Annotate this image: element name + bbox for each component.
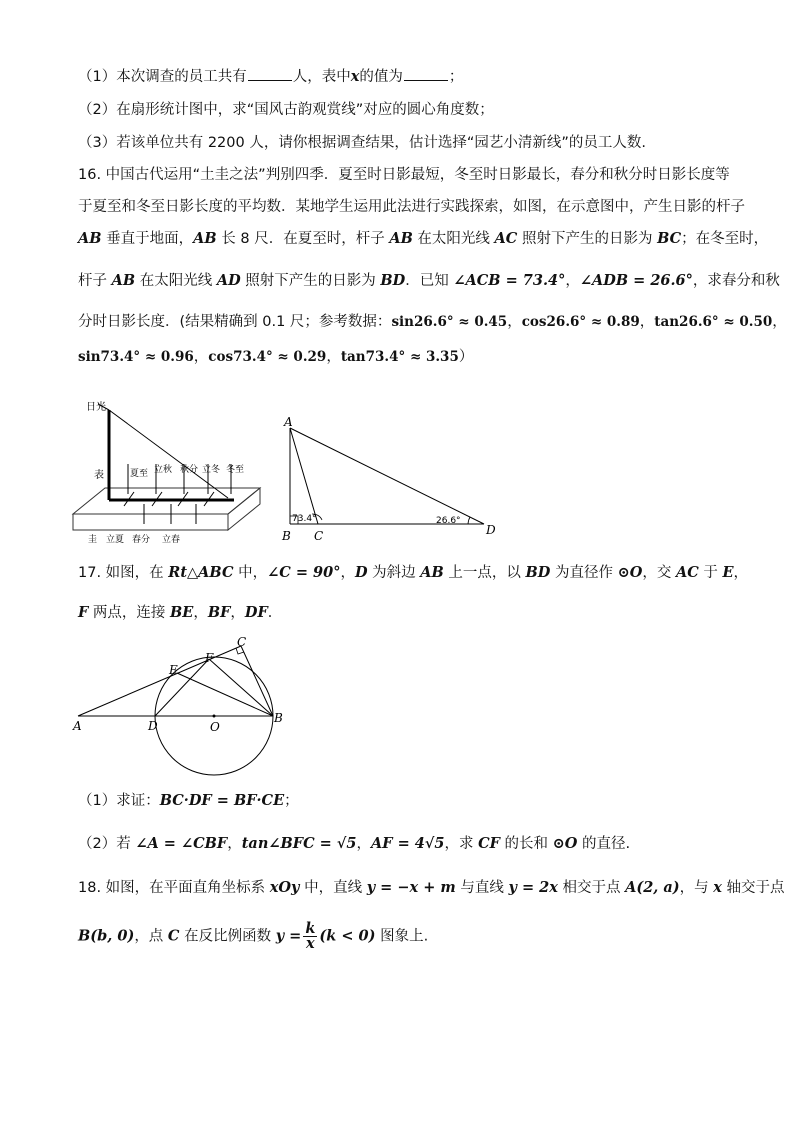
gui-slab-front xyxy=(73,514,228,530)
math-seg: AD xyxy=(216,272,241,289)
center-dot xyxy=(213,715,216,718)
q15-part3: （3）若该单位共有 2200 人，请你根据调查结果，估计选择“园艺小清新线”的员工人数. xyxy=(78,135,646,151)
math: x xyxy=(713,879,722,896)
label-lidong: 立冬 xyxy=(202,465,221,475)
label-dongzhi: 冬至 xyxy=(226,465,245,475)
text: ．已知 xyxy=(405,273,454,289)
math: AF = 4√5 xyxy=(370,835,445,852)
label-qiufen: 秋分 xyxy=(180,465,199,475)
text: ） xyxy=(458,349,474,365)
q15-part1-text: 的值为 xyxy=(359,69,403,85)
math-seg: AB xyxy=(111,272,136,289)
text: （1）求证： xyxy=(78,793,160,809)
text: 图象上. xyxy=(375,928,429,945)
math-var: x xyxy=(350,68,360,85)
math: AC xyxy=(675,564,699,581)
text: 于 xyxy=(698,565,723,581)
math: Rt△ABC xyxy=(168,564,234,581)
math: tan∠BFC = √5 xyxy=(241,835,357,852)
segment-FD xyxy=(155,659,209,716)
point-F: F xyxy=(205,651,214,665)
text: 18. 如图，在平面直角坐标系 xyxy=(78,880,270,896)
segment-EB xyxy=(177,673,273,716)
math: AB xyxy=(420,564,444,581)
segment-AC xyxy=(78,646,241,716)
label-xiazhi: 夏至 xyxy=(130,469,149,479)
vertex-B: B xyxy=(282,529,291,543)
point-B: B xyxy=(274,711,283,725)
text: ，与 xyxy=(679,880,714,896)
text: 在太阳光线 xyxy=(135,273,217,289)
math: y = xyxy=(275,927,302,945)
q15-part1-text: （1）本次调查的员工共有 xyxy=(78,69,247,85)
math: E xyxy=(722,564,734,581)
math-seg: BC xyxy=(657,230,682,247)
text: ，求春分和秋 xyxy=(692,273,780,289)
q15-part2: （2）在扇形统计图中，求“国风古韵观赏线”对应的圆心角度数； xyxy=(78,102,494,118)
math: A(2, a) xyxy=(625,879,680,896)
q17-part2 xyxy=(78,834,630,854)
q16-line4 xyxy=(78,271,780,291)
label-chunfen: 春分 xyxy=(132,535,151,545)
math: BE xyxy=(170,604,194,621)
text: 杆子 xyxy=(78,273,112,289)
segment-AC xyxy=(290,428,318,524)
text: ， xyxy=(772,314,787,330)
point-D: D xyxy=(148,719,158,733)
label-liqiu: 立秋 xyxy=(154,465,173,475)
label-gui: 圭 xyxy=(88,535,98,545)
text: 在反比例函数 xyxy=(179,928,276,945)
denominator: x xyxy=(306,935,315,952)
text: 中，直线 xyxy=(299,880,367,896)
math: xOy xyxy=(269,879,300,896)
ref-data: sin26.6° ≈ 0.45 xyxy=(391,314,508,330)
text: 相交于点 xyxy=(557,880,626,896)
fraction-k-over-x xyxy=(303,922,317,951)
vertex-C: C xyxy=(314,529,324,543)
shadow-triangle-figure xyxy=(278,410,508,545)
text: 在太阳光线 xyxy=(412,231,495,247)
angle-label-C: 73.4° xyxy=(292,514,317,524)
text: 上一点，以 xyxy=(443,565,526,581)
math: ⊙O xyxy=(617,564,643,581)
answer-blank xyxy=(404,66,448,81)
text: ， xyxy=(565,273,580,289)
text: ， xyxy=(193,605,208,621)
text: （2）若 xyxy=(78,836,136,852)
text: 轴交于点 xyxy=(721,880,785,896)
text: ． xyxy=(267,605,283,621)
text: ， xyxy=(507,314,522,330)
math: y = 2x xyxy=(508,879,558,896)
segment-CB xyxy=(241,646,273,716)
vertex-D: D xyxy=(486,523,496,537)
label-sunlight: 日光 xyxy=(86,402,106,413)
math-angle: ∠ACB = 73.4° xyxy=(453,272,566,289)
text: ， xyxy=(356,836,371,852)
sun-ray xyxy=(109,410,228,498)
math: DF xyxy=(244,604,268,621)
segment-FB xyxy=(209,659,273,716)
point-C: C xyxy=(237,635,247,649)
text: ， xyxy=(193,349,209,365)
q16-line6 xyxy=(78,347,473,367)
math: B(b, 0) xyxy=(78,927,135,945)
math: BC·DF = BF·CE xyxy=(159,792,285,809)
q16-line2: 于夏至和冬至日影长度的平均数．某地学生运用此法进行实践探索，如图，在示意图中，产生日影的杆子 xyxy=(78,199,745,215)
q18-line1 xyxy=(78,878,785,898)
label-lichun: 立春 xyxy=(162,535,181,545)
math: C xyxy=(167,927,180,945)
text: ，求 xyxy=(444,836,479,852)
text: 的长和 xyxy=(499,836,553,852)
math: D xyxy=(354,564,368,581)
q17-line2 xyxy=(78,603,282,623)
text: 两点，连接 xyxy=(88,605,171,621)
text: 照射下产生的日影为 xyxy=(240,273,381,289)
text: 的直径. xyxy=(577,836,631,852)
math-seg: AC xyxy=(494,230,518,247)
math: ∠A = ∠CBF xyxy=(135,835,228,852)
text: 为直径作 xyxy=(550,565,618,581)
math: BD xyxy=(525,564,551,581)
circle-figure xyxy=(68,632,298,782)
math: y = −x + m xyxy=(366,879,456,896)
point-E: E xyxy=(169,663,178,677)
q16-line1: 16. 中国古代运用“土圭之法”判别四季．夏至时日影最短，冬至时日影最长，春分和秋分时日影长度等 xyxy=(78,167,730,183)
math-angle: ∠ADB = 26.6° xyxy=(579,272,693,289)
q17-line1 xyxy=(78,563,748,583)
math-seg: AB xyxy=(389,230,413,247)
math: F xyxy=(78,604,89,621)
gnomon-figure xyxy=(68,396,268,546)
text: 分时日影长度．(结果精确到 0.1 尺；参考数据： xyxy=(78,314,392,330)
ref-data: cos26.6° ≈ 0.89 xyxy=(521,314,640,330)
math: BF xyxy=(207,604,231,621)
math: CF xyxy=(478,835,500,852)
text: 与直线 xyxy=(455,880,509,896)
answer-blank xyxy=(248,66,292,81)
math-seg: AB xyxy=(193,230,217,247)
ref-data: tan26.6° ≈ 0.50 xyxy=(654,314,773,330)
label-biao: 表 xyxy=(94,470,104,481)
ref-data: tan73.4° ≈ 3.35 xyxy=(340,349,459,365)
math-seg: AB xyxy=(78,230,102,247)
text: 垂直于地面， xyxy=(101,231,194,247)
text: ， xyxy=(227,836,242,852)
text: ， xyxy=(326,349,341,365)
text: ， xyxy=(340,565,355,581)
q18-line2 xyxy=(78,922,428,951)
vertex-A: A xyxy=(284,415,293,429)
segment-AD xyxy=(290,428,484,524)
math: ∠C = 90° xyxy=(267,564,341,581)
text: ； xyxy=(284,793,299,809)
q16-line5 xyxy=(78,312,787,332)
math: (k < 0) xyxy=(319,927,376,945)
point-A: A xyxy=(73,719,82,733)
text: 为斜边 xyxy=(367,565,421,581)
text: 中， xyxy=(233,565,268,581)
q17-part1 xyxy=(78,791,299,811)
point-O: O xyxy=(210,720,220,734)
ref-data: cos73.4° ≈ 0.29 xyxy=(208,349,327,365)
gui-slab-side xyxy=(228,488,260,530)
math: ⊙O xyxy=(552,835,578,852)
q15-part1-text: ； xyxy=(448,69,464,85)
q15-part1-text: 人，表中 xyxy=(292,69,351,85)
q16-line3 xyxy=(78,229,768,249)
label-lixia: 立夏 xyxy=(106,535,125,545)
text: ；在冬至时， xyxy=(681,231,769,247)
ref-data: sin73.4° ≈ 0.96 xyxy=(78,349,194,365)
text: 长 8 尺．在夏至时，杆子 xyxy=(216,231,390,247)
text: 17. 如图，在 xyxy=(78,565,169,581)
text: ， xyxy=(639,314,655,330)
text: ，交 xyxy=(642,565,676,581)
angle-label-D: 26.6° xyxy=(436,516,461,526)
text: ， xyxy=(733,565,749,581)
math-seg: BD xyxy=(380,272,406,289)
numerator: k xyxy=(305,920,316,937)
text: ，点 xyxy=(134,928,168,945)
text: ， xyxy=(230,605,245,621)
angle-arc-D xyxy=(468,517,470,524)
q15-part1 xyxy=(78,66,463,87)
text: 照射下产生的日影为 xyxy=(517,231,658,247)
